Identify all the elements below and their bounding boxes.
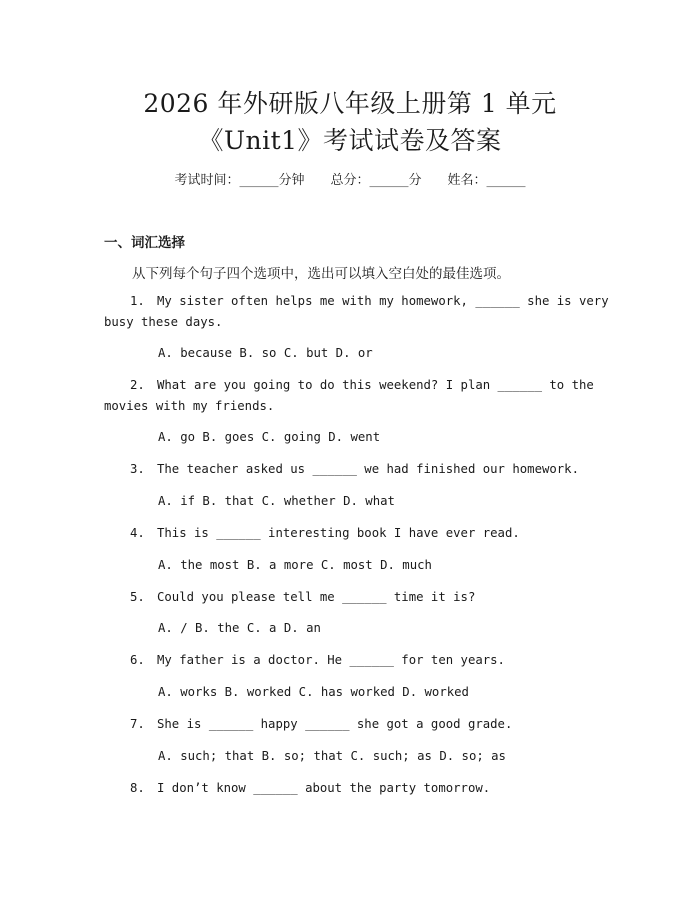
question-number: 6. [130,653,145,667]
question-7 [130,717,512,731]
time-label: 考试时间：______分钟 [174,173,305,188]
exam-title-line1: 2026 年外研版八年级上册第 1 单元 [143,89,557,118]
question-number: 2. [130,378,145,392]
question-text: What are you going to do this weekend? I plan ______ to the [157,378,594,392]
question-number: 3. [130,462,145,476]
question-number: 7. [130,717,145,731]
question-6-options: A. works B. worked C. has worked D. worked [158,685,469,699]
question-number: 8. [130,781,145,795]
section-instruction: 从下列每个句子四个选项中，选出可以填入空白处的最佳选项。 [132,266,510,282]
question-7-options: A. such; that B. so; that C. such; as D. so; as [158,749,506,763]
question-2-continuation: movies with my friends. [104,399,275,413]
question-text: I don’t know ______ about the party tomorrow. [157,781,491,795]
question-1-continuation: busy these days. [104,315,223,329]
question-2 [130,378,594,392]
name-label: 姓名：______ [447,173,526,188]
question-text: She is ______ happy ______ she got a good grade. [157,717,513,731]
question-1 [130,294,609,308]
question-text: My father is a doctor. He ______ for ten years. [157,653,505,667]
score-label: 总分：______分 [330,173,422,188]
question-8 [130,781,490,795]
question-text: The teacher asked us ______ we had finished our homework. [157,462,579,476]
question-4-options: A. the most B. a more C. most D. much [158,558,432,572]
question-6 [130,653,505,667]
question-number: 1. [130,294,145,308]
question-number: 4. [130,526,145,540]
question-text: Could you please tell me ______ time it is? [157,590,476,604]
exam-meta [0,169,700,188]
question-5 [130,590,475,604]
exam-title-line2: 《Unit1》考试试卷及答案 [198,126,502,155]
section-heading: 一、词汇选择 [104,235,185,251]
question-5-options: A. / B. the C. a D. an [158,621,321,635]
question-3-options: A. if B. that C. whether D. what [158,494,395,508]
question-1-options: A. because B. so C. but D. or [158,346,373,360]
question-text: My sister often helps me with my homework, ______ she is very [157,294,609,308]
question-number: 5. [130,590,145,604]
question-2-options: A. go B. goes C. going D. went [158,430,381,444]
question-3 [130,462,579,476]
question-4 [130,526,520,540]
question-text: This is ______ interesting book I have ever read. [157,526,520,540]
